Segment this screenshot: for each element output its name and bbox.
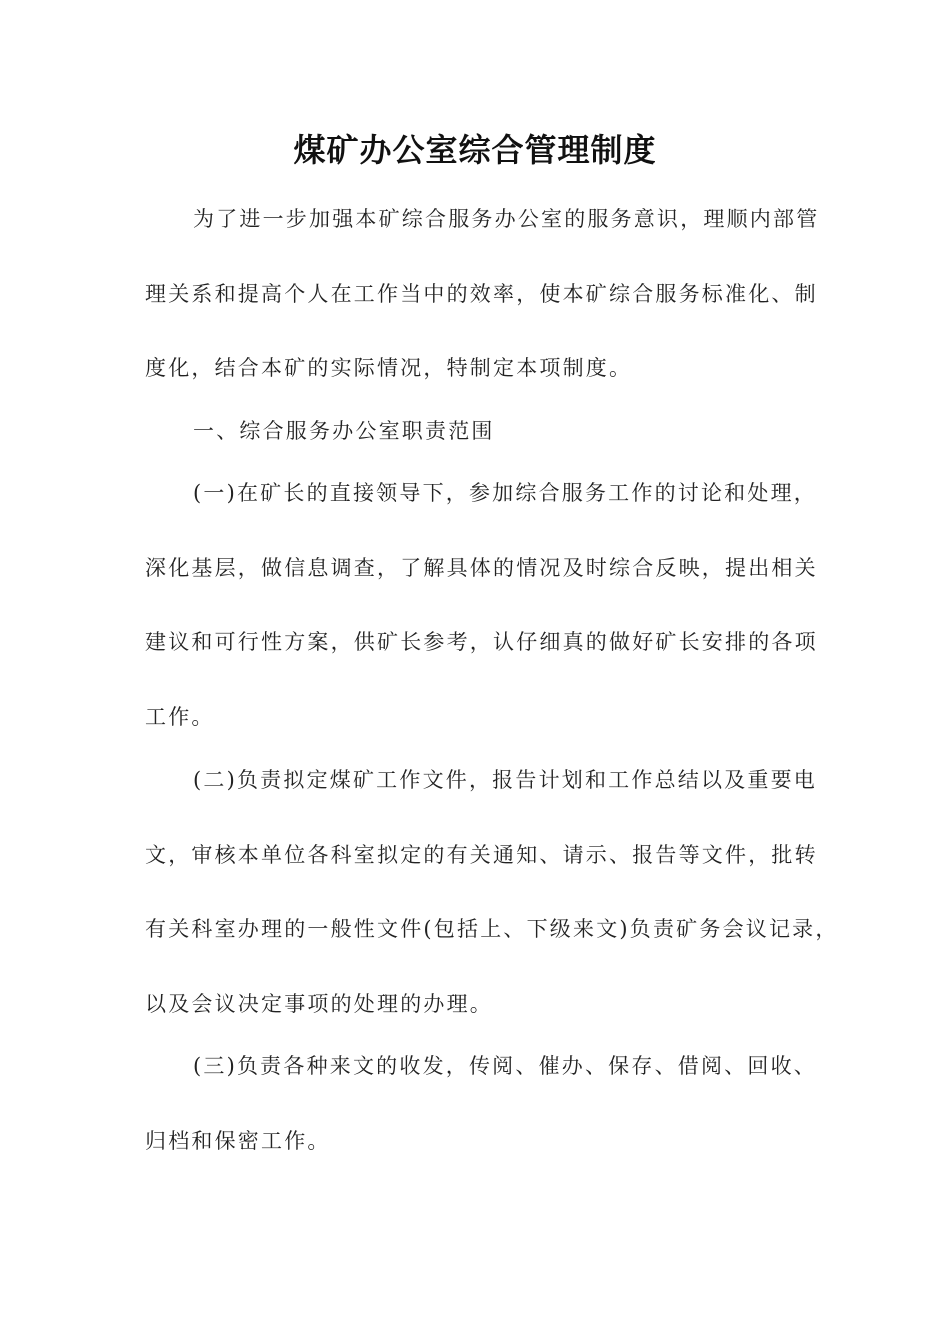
paragraph-line: (一)在矿长的直接领导下，参加综合服务工作的讨论和处理， (193, 481, 817, 505)
paragraph-line: 理关系和提高个人在工作当中的效率，使本矿综合服务标准化、制 (145, 282, 818, 306)
paragraph-line: 归档和保密工作。 (145, 1129, 331, 1153)
paragraph-line: (三)负责各种来文的收发，传阅、催办、保存、借阅、回收、 (193, 1054, 817, 1078)
document-title: 煤矿办公室综合管理制度 (293, 131, 657, 169)
section-heading: 一、综合服务办公室职责范围 (193, 419, 495, 443)
paragraph-line: (二)负责拟定煤矿工作文件，报告计划和工作总结以及重要电 (193, 768, 817, 792)
paragraph-line: 有关科室办理的一般性文件(包括上、下级来文)负责矿务会议记录， (145, 917, 839, 941)
paragraph-line: 以及会议决定事项的处理的办理。 (145, 992, 493, 1016)
paragraph-line: 为了进一步加强本矿综合服务办公室的服务意识，理顺内部管 (193, 207, 820, 231)
paragraph-line: 深化基层，做信息调查，了解具体的情况及时综合反映，提出相关 (145, 556, 818, 580)
paragraph-line: 度化，结合本矿的实际情况，特制定本项制度。 (145, 356, 633, 380)
paragraph-line: 建议和可行性方案，供矿长参考，认仔细真的做好矿长安排的各项 (145, 630, 818, 654)
paragraph-line: 文，审核本单位各科室拟定的有关通知、请示、报告等文件，批转 (145, 843, 818, 867)
paragraph-line: 工作。 (145, 705, 215, 729)
